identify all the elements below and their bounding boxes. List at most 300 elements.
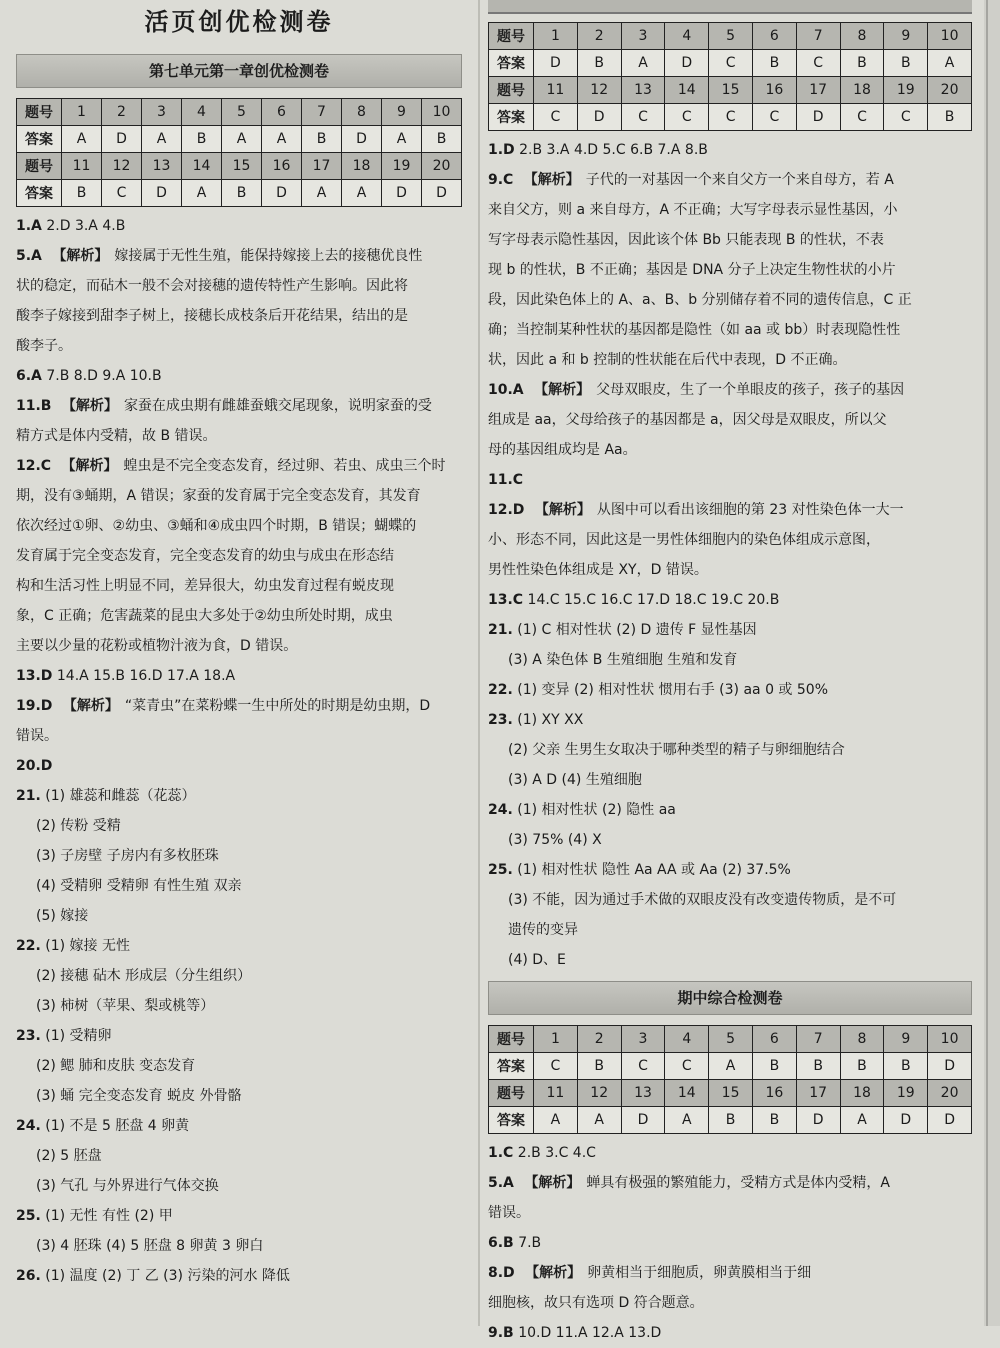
analysis-tag: 【解析】 [523, 172, 580, 188]
column-divider [478, 0, 480, 1326]
question-number: 25. [488, 862, 513, 878]
table-cell: A [262, 126, 302, 153]
answer-line [488, 555, 972, 585]
answer-text: (3) 蛹 完全变态发育 蜕皮 外骨骼 [36, 1088, 242, 1104]
answer-text: (2) 接穗 砧木 形成层（分生组织） [36, 968, 252, 984]
answer-line [16, 1021, 462, 1051]
answer-line [488, 585, 972, 615]
answer-text: (3) 气孔 与外界进行气体交换 [36, 1178, 219, 1194]
table-cell: 17 [796, 77, 840, 104]
table-cell: 2 [577, 23, 621, 50]
answer-text: 主要以少量的花粉或植物汁液为食，D 错误。 [16, 638, 298, 654]
answer-text: (2) 5 胚盘 [36, 1148, 102, 1164]
table-cell: 8 [342, 99, 382, 126]
table-row-header: 题号 [17, 99, 62, 126]
answer-line [16, 721, 462, 751]
table-cell: A [621, 50, 665, 77]
answer-line [488, 645, 972, 675]
answer-text: (3) A 染色体 B 生殖细胞 生殖和发育 [508, 652, 738, 668]
answer-line [488, 885, 972, 915]
question-number: 9.B [488, 1325, 514, 1341]
table-row-header: 答案 [17, 126, 62, 153]
answer-line [488, 1228, 972, 1258]
table-row-header: 题号 [489, 1026, 534, 1053]
table-cell: 14 [182, 153, 222, 180]
section-title-unit7: 第七单元第一章创优检测卷 [16, 54, 462, 88]
question-number: 9.C [488, 172, 514, 188]
table-cell: B [840, 1053, 884, 1080]
answer-line [16, 871, 462, 901]
table-cell: D [884, 1107, 928, 1134]
table-cell: A [182, 180, 222, 207]
table-cell: B [577, 1053, 621, 1080]
answer-text: 男性性染色体组成是 XY，D 错误。 [488, 562, 708, 578]
question-number: 1.D [488, 142, 515, 158]
table-cell: A [928, 50, 972, 77]
table-cell: 3 [621, 23, 665, 50]
table-cell: D [534, 50, 578, 77]
table-cell: 8 [840, 23, 884, 50]
answer-line [16, 691, 462, 721]
table-cell: 11 [62, 153, 102, 180]
answer-line [16, 1081, 462, 1111]
answer-line [488, 855, 972, 885]
answer-line [16, 331, 462, 361]
table-cell: 9 [382, 99, 422, 126]
table-cell: 14 [665, 1080, 709, 1107]
table-row [17, 153, 462, 180]
answer-line [488, 1138, 972, 1168]
table-cell: C [840, 104, 884, 131]
answer-line [16, 1261, 462, 1291]
table-cell: B [752, 50, 796, 77]
table-cell: A [342, 180, 382, 207]
answer-text: 2.D 3.A 4.B [46, 218, 126, 234]
answer-text: 错误。 [16, 728, 58, 744]
answer-text: 依次经过①卵、②幼虫、③蛹和④成虫四个时期，B 错误；蝴蝶的 [16, 518, 417, 534]
answer-line [16, 571, 462, 601]
table-cell: 18 [840, 77, 884, 104]
table-cell: 11 [534, 1080, 578, 1107]
answer-text: (3) A D (4) 生殖细胞 [508, 772, 642, 788]
table-row-header: 答案 [489, 1107, 534, 1134]
question-number: 23. [16, 1028, 41, 1044]
table-row [489, 50, 972, 77]
table-cell: 3 [621, 1026, 665, 1053]
table-cell: A [222, 126, 262, 153]
answer-text: 父母双眼皮，生了一个单眼皮的孩子，孩子的基因 [596, 382, 905, 398]
answer-line [488, 225, 972, 255]
table-cell: D [342, 126, 382, 153]
answer-text: 精方式是体内受精，故 B 错误。 [16, 428, 217, 444]
table-cell: 6 [752, 1026, 796, 1053]
answer-text: 2.B 3.A 4.D 5.C 6.B 7.A 8.B [519, 142, 708, 158]
answer-explanations-right [488, 135, 972, 975]
answer-line [16, 1171, 462, 1201]
answer-line [488, 315, 972, 345]
table-cell: D [665, 50, 709, 77]
table-cell: D [796, 1107, 840, 1134]
answer-text: (1) 变异 (2) 相对性状 惯用右手 (3) aa 0 或 50% [517, 682, 828, 698]
answer-text: 2.B 3.C 4.C [517, 1145, 596, 1161]
answer-explanations-left [16, 211, 462, 1291]
answer-line [488, 705, 972, 735]
answer-line [16, 631, 462, 661]
table-cell: D [928, 1053, 972, 1080]
table-cell: 7 [796, 1026, 840, 1053]
table-cell: 17 [796, 1080, 840, 1107]
analysis-tag: 【解析】 [534, 502, 591, 518]
answer-line [16, 661, 462, 691]
table-cell: 10 [928, 1026, 972, 1053]
answer-line [16, 481, 462, 511]
table-cell: 19 [382, 153, 422, 180]
answer-text: 小、形态不同，因此这是一男性体细胞内的染色体组成示意图， [488, 532, 880, 548]
question-number: 10.A [488, 382, 524, 398]
answer-text: 期，没有③蛹期，A 错误；家蚕的发育属于完全变态发育，其发育 [16, 488, 421, 504]
answer-text: (1) 受精卵 [45, 1028, 112, 1044]
answer-text: 7.B [518, 1235, 542, 1251]
answer-line [16, 451, 462, 481]
answer-line [488, 345, 972, 375]
question-number: 8.D [488, 1265, 515, 1281]
table-cell: D [262, 180, 302, 207]
question-number: 11.B [16, 398, 52, 414]
answer-text: (1) 嫁接 无性 [45, 938, 130, 954]
analysis-tag: 【解析】 [62, 698, 119, 714]
answer-text: (3) 75% (4) X [508, 832, 602, 848]
answer-line [488, 195, 972, 225]
table-cell: 2 [577, 1026, 621, 1053]
table-cell: 3 [142, 99, 182, 126]
answer-text: 构和生活习性上明显不同，差异很大，幼虫发育过程有蜕皮现 [16, 578, 394, 594]
answer-explanations-midterm [488, 1138, 972, 1348]
table-cell: 20 [928, 77, 972, 104]
answer-text: 家蚕在成虫期有雌雄蚕蛾交尾现象，说明家蚕的受 [123, 398, 432, 414]
question-number: 22. [16, 938, 41, 954]
answer-text: 从图中可以看出该细胞的第 23 对性染色体一大一 [596, 502, 904, 518]
question-number: 11.C [488, 472, 524, 488]
answer-table-chapter2 [488, 22, 972, 131]
table-cell: B [884, 1053, 928, 1080]
answer-text: 14.A 15.B 16.D 17.A 18.A [56, 668, 236, 684]
answer-line [488, 405, 972, 435]
answer-text: 10.D 11.A 12.A 13.D [518, 1325, 662, 1341]
table-row [17, 99, 462, 126]
table-row-header: 答案 [489, 104, 534, 131]
question-number: 19.D [16, 698, 53, 714]
table-cell: 7 [302, 99, 342, 126]
table-cell: 16 [752, 1080, 796, 1107]
table-cell: C [665, 104, 709, 131]
table-cell: C [665, 1053, 709, 1080]
table-row [17, 126, 462, 153]
question-number: 23. [488, 712, 513, 728]
table-row [489, 1080, 972, 1107]
answer-line [16, 841, 462, 871]
answer-text: 酸李子。 [16, 338, 72, 354]
table-cell: 11 [534, 77, 578, 104]
answer-line [488, 1168, 972, 1198]
table-cell: B [752, 1107, 796, 1134]
table-cell: B [884, 50, 928, 77]
answer-line [488, 135, 972, 165]
answer-line [16, 541, 462, 571]
answer-line [16, 991, 462, 1021]
answer-line [16, 301, 462, 331]
answer-text: 确；当控制某种性状的基因都是隐性（如 aa 或 bb）时表现隐性性 [488, 322, 901, 338]
table-cell: B [752, 1053, 796, 1080]
answer-text: 错误。 [488, 1205, 530, 1221]
table-row-header: 题号 [489, 23, 534, 50]
answer-line [488, 375, 972, 405]
table-cell: 14 [665, 77, 709, 104]
table-cell: C [621, 104, 665, 131]
question-number: 12.D [488, 502, 525, 518]
answer-line [488, 255, 972, 285]
answer-text: 蝗虫是不完全变态发育，经过卵、若虫、成虫三个时 [123, 458, 446, 474]
answer-text: 母的基因组成均是 Aa。 [488, 442, 637, 458]
answer-line [488, 285, 972, 315]
table-cell: B [62, 180, 102, 207]
table-cell: D [102, 126, 142, 153]
answer-text: 段，因此染色体上的 A、a、B、b 分别储存着不同的遗传信息，C 正 [488, 292, 912, 308]
left-column [0, 0, 476, 1326]
table-cell: 2 [102, 99, 142, 126]
answer-table-midterm [488, 1025, 972, 1134]
answer-text: 7.B 8.D 9.A 10.B [46, 368, 162, 384]
table-cell: B [577, 50, 621, 77]
answer-text: 嫁接属于无性生殖，能保持嫁接上去的接穗优良性 [114, 248, 423, 264]
answer-line [16, 391, 462, 421]
question-number: 25. [16, 1208, 41, 1224]
answer-text: 酸李子嫁接到甜李子树上，接穗长成枝条后开花结果，结出的是 [16, 308, 408, 324]
answer-text: (4) 受精卵 受精卵 有性生殖 双亲 [36, 878, 242, 894]
answer-line [488, 1288, 972, 1318]
answer-line [488, 525, 972, 555]
table-cell: 1 [534, 1026, 578, 1053]
answer-text: 发育属于完全变态发育，完全变态发育的幼虫与成虫在形态结 [16, 548, 394, 564]
question-number: 24. [488, 802, 513, 818]
answer-line [488, 735, 972, 765]
table-row [489, 23, 972, 50]
answer-text: (1) 相对性状 隐性 Aa AA 或 Aa (2) 37.5% [517, 862, 791, 878]
answer-line [16, 511, 462, 541]
answer-text: (1) 不是 5 胚盘 4 卵黄 [45, 1118, 190, 1134]
table-cell: 10 [422, 99, 462, 126]
table-cell: D [928, 1107, 972, 1134]
table-cell: C [621, 1053, 665, 1080]
answer-text: (1) 雄蕊和雌蕊（花蕊） [45, 788, 196, 804]
answer-text: 遗传的变异 [508, 922, 578, 938]
answer-text: 14.C 15.C 16.C 17.D 18.C 19.C 20.B [527, 592, 780, 608]
table-cell: B [222, 180, 262, 207]
answer-text: 状，因此 a 和 b 控制的性状能在后代中表现，D 不正确。 [488, 352, 847, 368]
table-cell: 20 [928, 1080, 972, 1107]
table-cell: C [709, 50, 753, 77]
table-row-header: 答案 [17, 180, 62, 207]
analysis-tag: 【解析】 [534, 382, 591, 398]
right-column [482, 0, 982, 1341]
answer-line [16, 1051, 462, 1081]
answer-text: 蝉具有极强的繁殖能力，受精方式是体内受精，A [586, 1175, 890, 1191]
table-row-header: 题号 [489, 1080, 534, 1107]
table-cell: 12 [577, 1080, 621, 1107]
table-cell: 6 [262, 99, 302, 126]
table-cell: 7 [796, 23, 840, 50]
question-number: 20.D [16, 758, 53, 774]
table-cell: B [840, 50, 884, 77]
answer-line [488, 615, 972, 645]
table-cell: B [182, 126, 222, 153]
answer-text: 写字母表示隐性基因，因此该个体 Bb 只能表现 B 的性状，不表 [488, 232, 884, 248]
table-cell: 17 [302, 153, 342, 180]
answer-line [16, 961, 462, 991]
table-cell: 6 [752, 23, 796, 50]
answer-line [488, 465, 972, 495]
table-cell: C [534, 1053, 578, 1080]
answer-line [488, 1198, 972, 1228]
analysis-tag: 【解析】 [61, 398, 118, 414]
answer-line [488, 795, 972, 825]
table-cell: 5 [222, 99, 262, 126]
table-cell: 9 [884, 23, 928, 50]
answer-line [16, 811, 462, 841]
table-cell: A [534, 1107, 578, 1134]
page-edge [984, 0, 1000, 1326]
table-cell: C [534, 104, 578, 131]
answer-line [16, 421, 462, 451]
table-cell: 18 [342, 153, 382, 180]
table-cell: 1 [62, 99, 102, 126]
answer-text: 卵黄相当于细胞质，卵黄膜相当于细 [587, 1265, 812, 1281]
table-cell: C [752, 104, 796, 131]
table-cell: D [422, 180, 462, 207]
table-row [489, 1026, 972, 1053]
table-cell: 19 [884, 77, 928, 104]
table-row [17, 180, 462, 207]
answer-line [16, 271, 462, 301]
table-cell: C [884, 104, 928, 131]
table-cell: 13 [142, 153, 182, 180]
question-number: 22. [488, 682, 513, 698]
answer-text: 来自父方，则 a 来自母方，A 不正确；大写字母表示显性基因，小 [488, 202, 898, 218]
table-cell: B [302, 126, 342, 153]
answer-line [16, 901, 462, 931]
answer-line [16, 931, 462, 961]
question-number: 13.C [488, 592, 524, 608]
answer-text: (3) 不能，因为通过手术做的双眼皮没有改变遗传物质，是不可 [508, 892, 897, 908]
table-cell: 5 [709, 1026, 753, 1053]
question-number: 26. [16, 1268, 41, 1284]
table-cell: 8 [840, 1026, 884, 1053]
table-cell: 12 [577, 77, 621, 104]
table-cell: 16 [262, 153, 302, 180]
answer-line [16, 1141, 462, 1171]
table-cell: C [102, 180, 142, 207]
question-number: 1.C [488, 1145, 514, 1161]
analysis-tag: 【解析】 [61, 458, 118, 474]
answer-text: (3) 柿树（苹果、梨或桃等） [36, 998, 215, 1014]
answer-text: (5) 嫁接 [36, 908, 89, 924]
table-cell: 4 [665, 1026, 709, 1053]
analysis-tag: 【解析】 [52, 248, 109, 264]
answer-text: (1) XY XX [517, 712, 584, 728]
answer-line [488, 765, 972, 795]
answer-text: 子代的一对基因一个来自父方一个来自母方，若 A [585, 172, 894, 188]
answer-text: (3) 子房壁 子房内有多枚胚珠 [36, 848, 219, 864]
question-number: 12.C [16, 458, 52, 474]
table-cell: 4 [182, 99, 222, 126]
table-cell: C [709, 104, 753, 131]
answer-text: (1) 温度 (2) 丁 乙 (3) 污染的河水 降低 [45, 1268, 290, 1284]
answer-line [16, 601, 462, 631]
answer-line [488, 945, 972, 975]
table-cell: A [62, 126, 102, 153]
answer-line [488, 675, 972, 705]
question-number: 6.A [16, 368, 42, 384]
answer-text: (1) C 相对性状 (2) D 遗传 F 显性基因 [517, 622, 757, 638]
section-title-midterm: 期中综合检测卷 [488, 981, 972, 1015]
answer-text: (2) 鳃 肺和皮肤 变态发育 [36, 1058, 196, 1074]
analysis-tag: 【解析】 [525, 1265, 582, 1281]
table-cell: 16 [752, 77, 796, 104]
question-number: 5.A [16, 248, 42, 264]
table-cell: A [665, 1107, 709, 1134]
answer-text: 组成是 aa，父母给孩子的基因都是 a，因父母是双眼皮，所以父 [488, 412, 887, 428]
page-title: 活页创优检测卷 [144, 7, 334, 36]
question-number: 13.D [16, 668, 53, 684]
answer-text: (4) D、E [508, 952, 566, 968]
answer-line [488, 1318, 972, 1348]
table-cell: 9 [884, 1026, 928, 1053]
table-cell: A [709, 1053, 753, 1080]
answer-line [16, 1201, 462, 1231]
table-row-header: 答案 [489, 1053, 534, 1080]
answer-table-unit7 [16, 98, 462, 207]
table-cell: 15 [709, 1080, 753, 1107]
answer-line [488, 1258, 972, 1288]
answer-line [16, 361, 462, 391]
table-cell: 5 [709, 23, 753, 50]
table-cell: A [142, 126, 182, 153]
answer-text: 现 b 的性状，B 不正确；基因是 DNA 分子上决定生物性状的小片 [488, 262, 896, 278]
answer-text: 细胞核，故只有选项 D 符合题意。 [488, 1295, 704, 1311]
table-cell: D [142, 180, 182, 207]
table-cell: 20 [422, 153, 462, 180]
table-cell: D [621, 1107, 665, 1134]
answer-text: 状的稳定，而砧木一般不会对接穗的遗传特性产生影响。因此将 [16, 278, 408, 294]
answer-line [488, 435, 972, 465]
answer-line [488, 915, 972, 945]
table-row [489, 104, 972, 131]
table-cell: B [422, 126, 462, 153]
table-cell: A [302, 180, 342, 207]
table-cell: 15 [222, 153, 262, 180]
table-row [489, 77, 972, 104]
answer-text: (1) 无性 有性 (2) 甲 [45, 1208, 173, 1224]
answer-text: (3) 4 胚珠 (4) 5 胚盘 8 卵黄 3 卵白 [36, 1238, 264, 1254]
question-number: 5.A [488, 1175, 514, 1191]
table-cell: A [840, 1107, 884, 1134]
table-cell: B [928, 104, 972, 131]
answer-line [488, 165, 972, 195]
table-row [489, 1107, 972, 1134]
answer-line [16, 211, 462, 241]
answer-line [16, 241, 462, 271]
table-row [489, 1053, 972, 1080]
question-number: 21. [16, 788, 41, 804]
